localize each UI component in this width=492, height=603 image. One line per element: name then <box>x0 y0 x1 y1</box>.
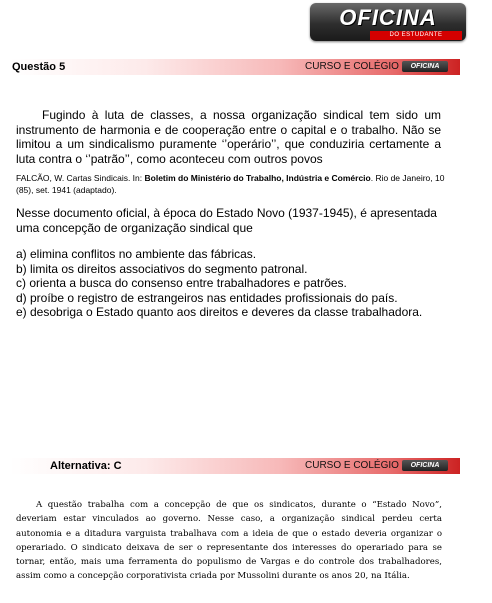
logo-wordmark: OFICINA <box>339 5 437 30</box>
option-e[interactable]: e) desobriga o Estado quanto aos direitos e deveres da classe trabalhadora. <box>16 305 423 319</box>
course-label: CURSO E COLÉGIO <box>305 460 399 471</box>
course-label: CURSO E COLÉGIO <box>305 61 399 72</box>
answer-label: Alternativa: C <box>50 460 122 472</box>
option-d[interactable]: d) proíbe o registro de estrangeiros nas entidades profissionais do país. <box>16 290 398 305</box>
oficina-logo <box>310 3 466 41</box>
source-suffix: . Rio de Janeiro, 10 (85), set. 1941 (adaptado). <box>16 173 445 195</box>
question-header-bar <box>10 59 460 75</box>
logo-subtitle: DO ESTUDANTE <box>370 31 462 40</box>
mini-logo: OFICINA <box>402 61 448 72</box>
answer-options <box>16 247 456 320</box>
answer-explanation: A questão trabalha com a concepção de que os sindicatos, durante o “Estado Novo”, deveriam estar vinculados ao governo. Nesse caso, a organização sindical perdeu certa autonomia e a ditadura varguista trabalhava com a ideia de que o estado deveria organizar o operariado. O sindicato deixava de ser o representante dos interesses do operariado para se tornar, então, mais uma ferramenta do populismo de Vargas e do controle dos trabalhadores, assim como a concepção corporativista criada por Mussolini durante os anos 20, na Itália. <box>16 500 442 582</box>
option-b[interactable]: b) limita os direitos associativos do segmento patronal. <box>16 261 308 276</box>
question-source <box>16 173 446 196</box>
answer-header-bar <box>10 458 460 474</box>
question-stem: Nesse documento oficial, à época do Estado Novo (1937-1945), é apresentada uma concepção de organização sindical que <box>16 206 437 235</box>
mini-logo: OFICINA <box>402 460 448 471</box>
source-prefix: FALCÃO, W. Cartas Sindicais. In: <box>16 173 145 183</box>
question-number: Questão 5 <box>12 61 66 73</box>
question-text: Fugindo à luta de classes, a nossa organização sindical tem sido um instrumento de harmonia e de cooperação entre o capital e o trabalho. Não se limitou a um sindicalismo puramente ‘’operário’’, que conduziria certamente a luta contra o ‘’patrão’’, como aconteceu com outros povos <box>16 108 441 166</box>
option-c[interactable]: c) orienta a busca do consenso entre trabalhadores e patrões. <box>16 276 347 290</box>
option-a[interactable]: a) elimina conflitos no ambiente das fábricas. <box>16 247 257 261</box>
source-title: Boletim do Ministério do Trabalho, Indústria e Comércio <box>144 173 371 183</box>
